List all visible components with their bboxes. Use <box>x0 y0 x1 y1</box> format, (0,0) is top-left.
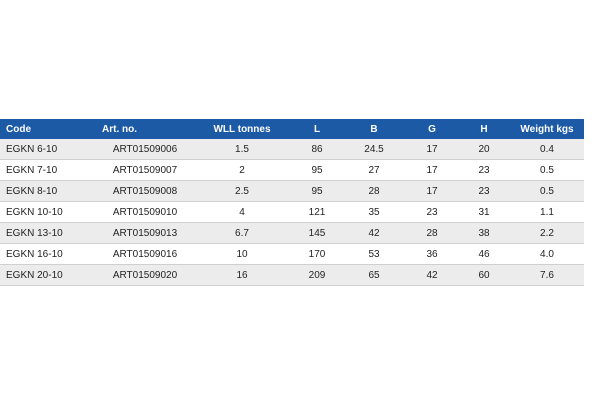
cell-art-no: ART01509007 <box>98 160 192 181</box>
cell-art-no: ART01509010 <box>98 202 192 223</box>
cell-h: 60 <box>458 265 510 286</box>
cell-b: 24.5 <box>342 139 406 160</box>
cell-g: 17 <box>406 139 458 160</box>
cell-g: 36 <box>406 244 458 265</box>
header-wll-tonnes: WLL tonnes <box>192 119 292 139</box>
cell-g: 17 <box>406 181 458 202</box>
cell-weight-kgs: 2.2 <box>510 223 584 244</box>
table-row <box>0 139 584 160</box>
cell-wll-tonnes: 4 <box>192 202 292 223</box>
cell-b: 35 <box>342 202 406 223</box>
cell-wll-tonnes: 6.7 <box>192 223 292 244</box>
table-row <box>0 181 584 202</box>
cell-l: 145 <box>292 223 342 244</box>
cell-weight-kgs: 7.6 <box>510 265 584 286</box>
cell-l: 95 <box>292 181 342 202</box>
cell-wll-tonnes: 10 <box>192 244 292 265</box>
table-body <box>0 139 584 286</box>
cell-g: 42 <box>406 265 458 286</box>
cell-b: 28 <box>342 181 406 202</box>
cell-code: EGKN 16-10 <box>0 244 98 265</box>
cell-wll-tonnes: 2.5 <box>192 181 292 202</box>
table-row <box>0 202 584 223</box>
cell-code: EGKN 13-10 <box>0 223 98 244</box>
cell-g: 28 <box>406 223 458 244</box>
cell-code: EGKN 10-10 <box>0 202 98 223</box>
cell-l: 86 <box>292 139 342 160</box>
cell-l: 170 <box>292 244 342 265</box>
cell-h: 23 <box>458 160 510 181</box>
cell-art-no: ART01509016 <box>98 244 192 265</box>
header-art-no: Art. no. <box>98 119 192 139</box>
cell-wll-tonnes: 16 <box>192 265 292 286</box>
cell-wll-tonnes: 2 <box>192 160 292 181</box>
header-h: H <box>458 119 510 139</box>
cell-l: 209 <box>292 265 342 286</box>
cell-l: 95 <box>292 160 342 181</box>
cell-code: EGKN 6-10 <box>0 139 98 160</box>
header-weight-kgs: Weight kgs <box>510 119 584 139</box>
cell-b: 65 <box>342 265 406 286</box>
cell-h: 20 <box>458 139 510 160</box>
cell-art-no: ART01509008 <box>98 181 192 202</box>
cell-art-no: ART01509006 <box>98 139 192 160</box>
table-row <box>0 265 584 286</box>
header-code: Code <box>0 119 98 139</box>
cell-h: 46 <box>458 244 510 265</box>
cell-h: 31 <box>458 202 510 223</box>
cell-weight-kgs: 0.5 <box>510 181 584 202</box>
header-row <box>0 119 584 139</box>
cell-weight-kgs: 1.1 <box>510 202 584 223</box>
cell-l: 121 <box>292 202 342 223</box>
table-row <box>0 160 584 181</box>
cell-code: EGKN 7-10 <box>0 160 98 181</box>
cell-code: EGKN 20-10 <box>0 265 98 286</box>
header-l: L <box>292 119 342 139</box>
cell-weight-kgs: 0.4 <box>510 139 584 160</box>
header-b: B <box>342 119 406 139</box>
cell-b: 53 <box>342 244 406 265</box>
cell-weight-kgs: 4.0 <box>510 244 584 265</box>
header-g: G <box>406 119 458 139</box>
table-row <box>0 244 584 265</box>
cell-h: 38 <box>458 223 510 244</box>
cell-wll-tonnes: 1.5 <box>192 139 292 160</box>
table-header <box>0 119 584 139</box>
cell-g: 23 <box>406 202 458 223</box>
cell-code: EGKN 8-10 <box>0 181 98 202</box>
cell-b: 27 <box>342 160 406 181</box>
cell-b: 42 <box>342 223 406 244</box>
specification-table <box>0 119 584 286</box>
cell-weight-kgs: 0.5 <box>510 160 584 181</box>
cell-art-no: ART01509013 <box>98 223 192 244</box>
cell-g: 17 <box>406 160 458 181</box>
cell-art-no: ART01509020 <box>98 265 192 286</box>
table-row <box>0 223 584 244</box>
cell-h: 23 <box>458 181 510 202</box>
